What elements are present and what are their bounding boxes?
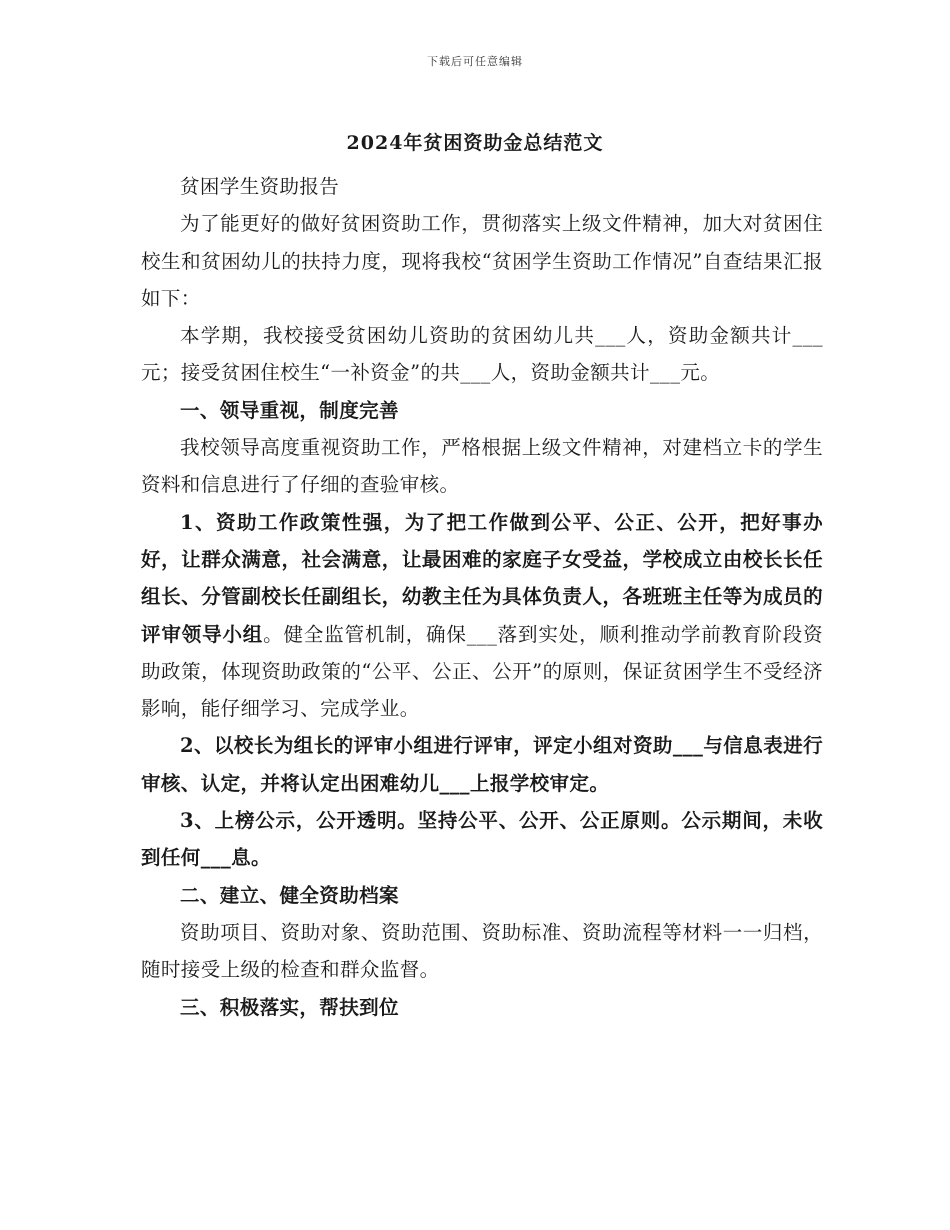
paragraph-summary: 本学期，我校接受贫困幼儿资助的贫困幼儿共___人，资助金额共计___元；接受贫困住校生“一补资金”的共___人，资助金额共计___元。 <box>141 324 823 385</box>
paragraph-archives: 资助项目、资助对象、资助范围、资助标准、资助流程等材料一一归档，随时接受上级的检查和群众监督。 <box>141 920 823 982</box>
section-heading-3: 三、积极落实，帮扶到位 <box>180 995 399 1019</box>
header-note: 下载后可任意编辑 <box>427 55 523 68</box>
document-body <box>141 168 823 1026</box>
section-heading-1: 一、领导重视，制度完善 <box>180 398 399 422</box>
paragraph-intro: 为了能更好的做好贫困资助工作，贯彻落实上级文件精神，加大对贫困住校生和贫困幼儿的扶持力度，现将我校“贫困学生资助工作情况”自查结果汇报如下： <box>141 212 823 310</box>
paragraph-item-1 <box>141 504 823 728</box>
section-heading-2: 二、建立、健全资助档案 <box>180 883 399 907</box>
document-title: 2024年贫困资助金总结范文 <box>346 132 604 154</box>
paragraph-item-2: 2、以校长为组长的评审小组进行评审，评定小组对资助___与信息表进行审核、认定，并将认定出困难幼儿___上报学校审定。 <box>141 734 823 795</box>
paragraph-leadership: 我校领导高度重视资助工作，严格根据上级文件精神，对建档立卡的学生资料和信息进行了仔细的查验审核。 <box>141 436 823 497</box>
paragraph-subtitle: 贫困学生资助报告 <box>180 175 340 198</box>
paragraph-item-3: 3、上榜公示，公开透明。坚持公平、公开、公正原则。公示期间，未收到任何___息。 <box>141 809 823 870</box>
paragraph-item-1-bold: 1、资助工作政策性强，为了把工作做到公平、公正、公开，把好事办好，让群众满意，社会满意，让最困难的家庭子女受益，学校成立由校长长任组长、分管副校长任副组长，幼教主任为具体负责人，各班班主任等为成员的评审领导小组 <box>141 510 823 646</box>
paragraph-item-1-rest: 。健全监管机制，确保___落到实处，顺利推动学前教育阶段资助政策，体现资助政策的“公平、公正、公开”的原则，保证贫困学生不受经济影响，能仔细学习、完成学业。 <box>141 622 823 721</box>
